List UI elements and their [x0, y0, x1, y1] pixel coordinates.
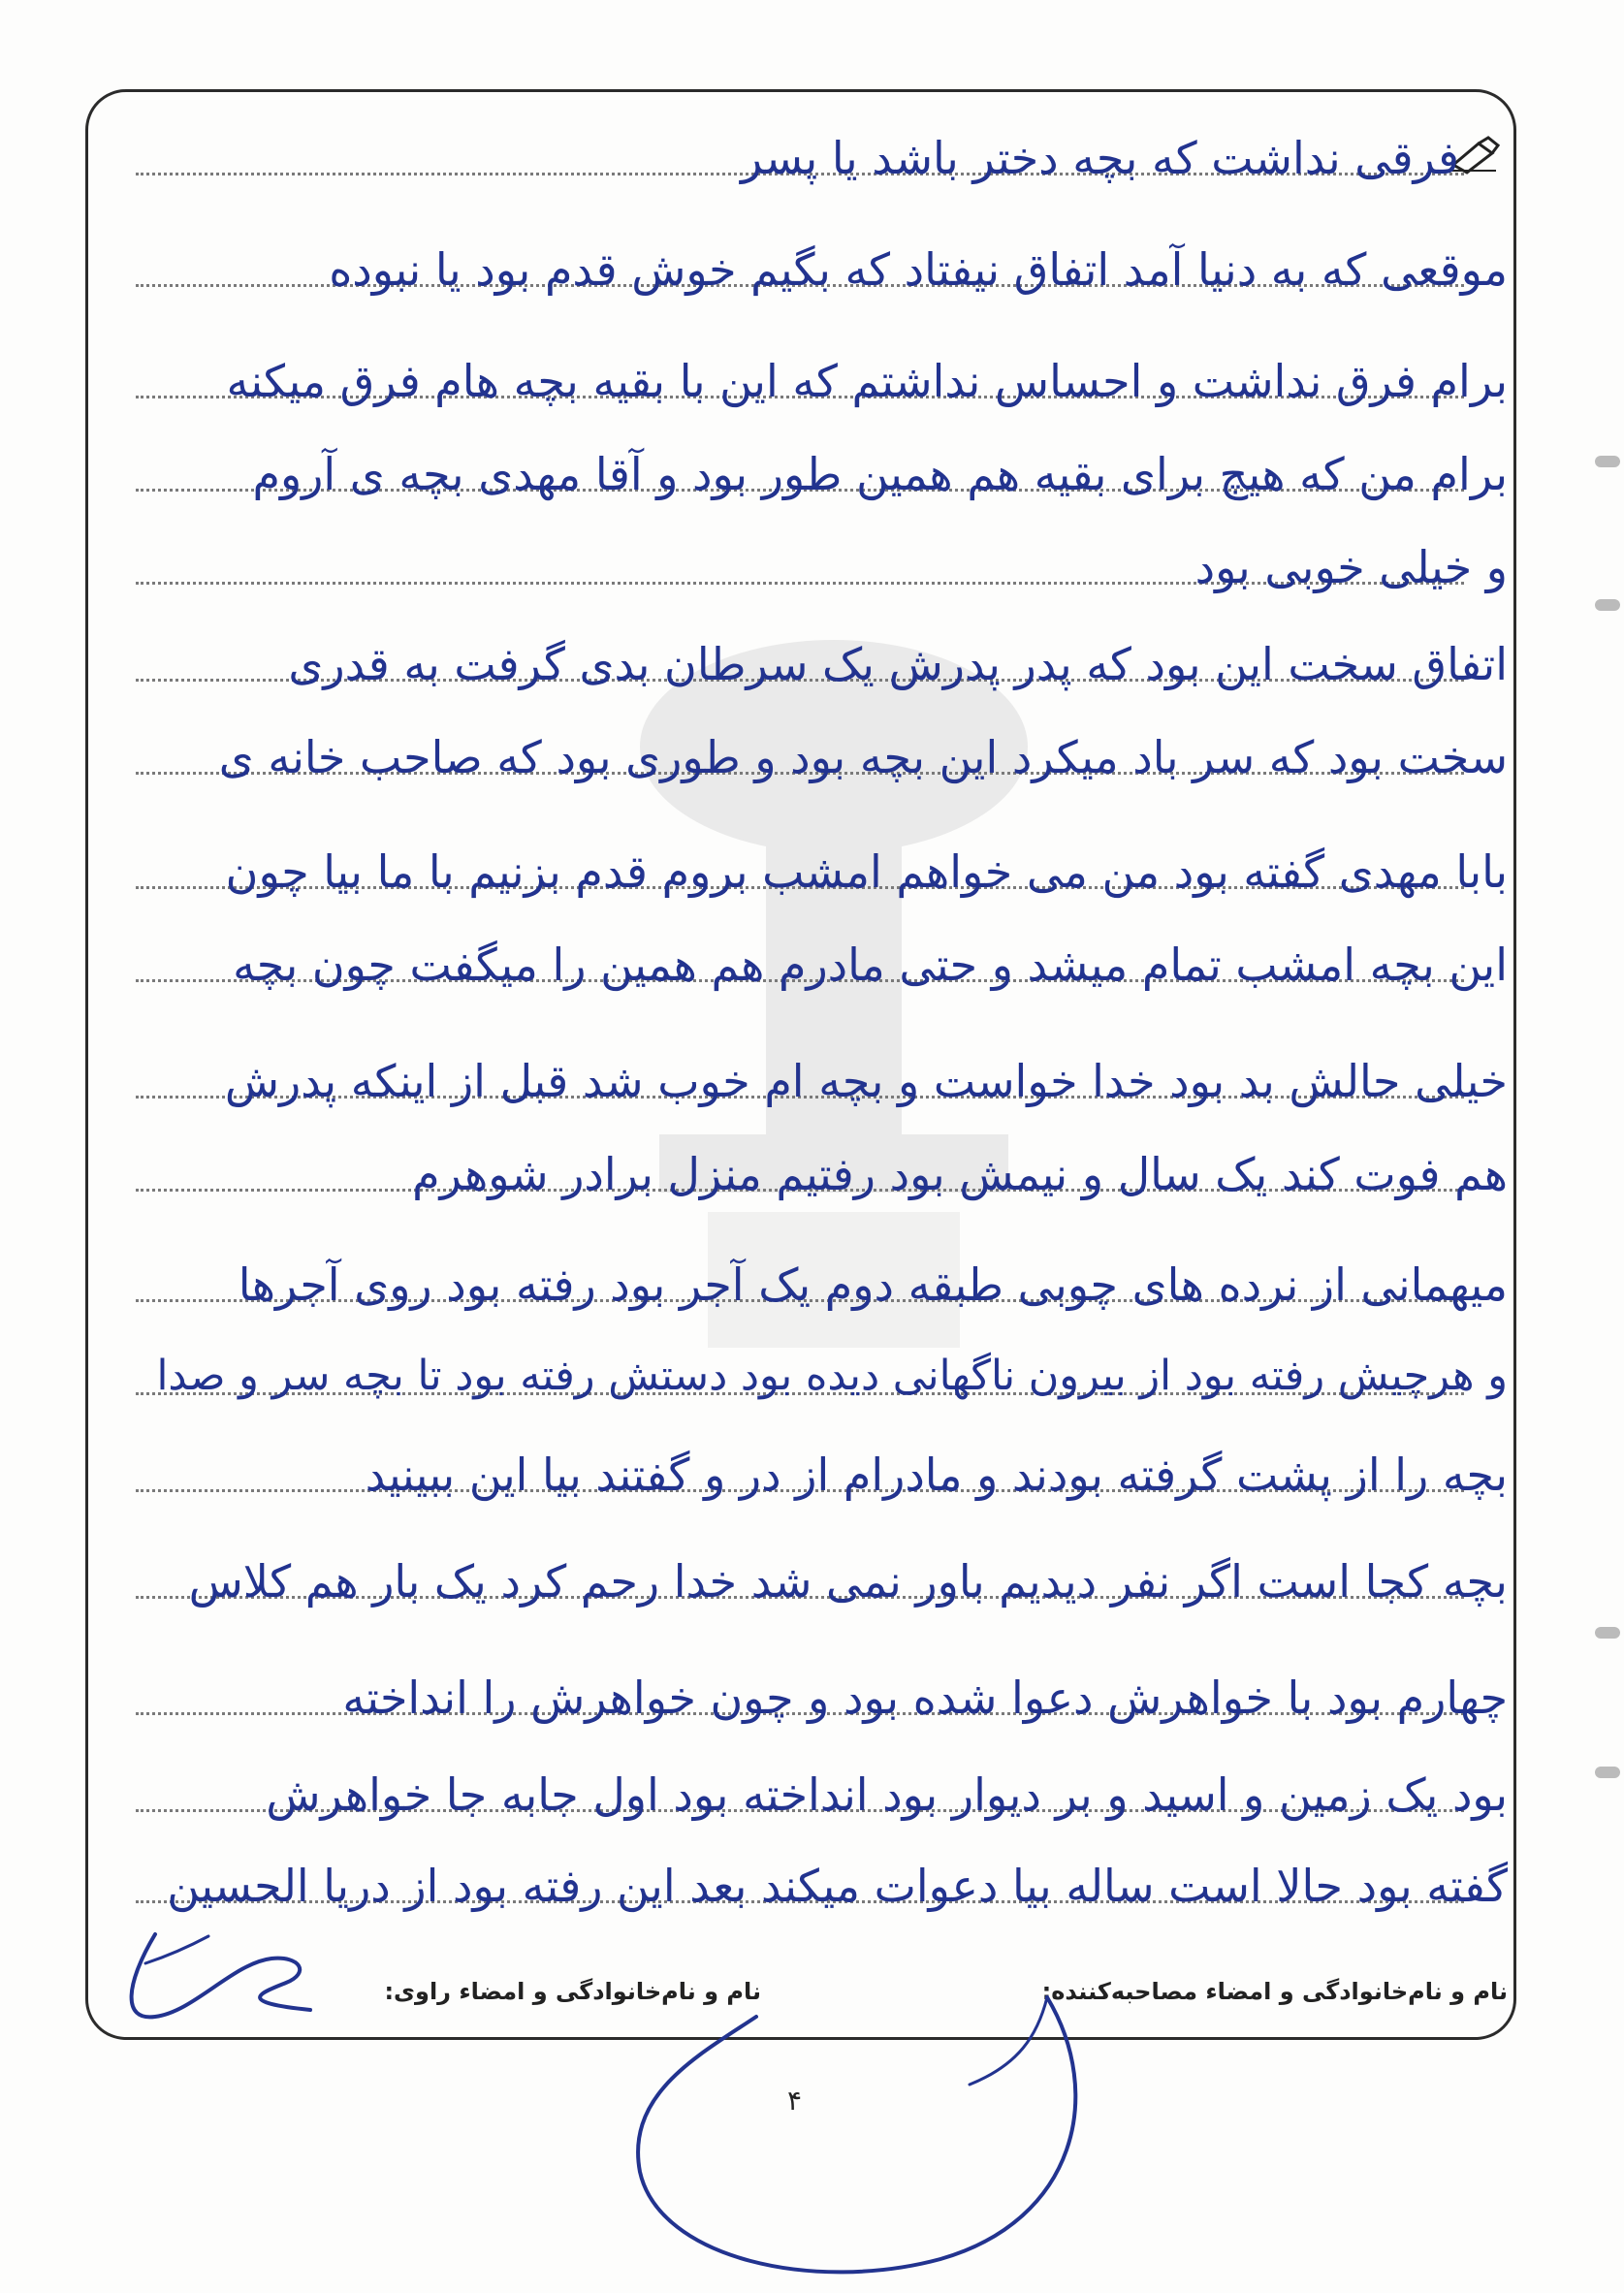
handwritten-line: بابا مهدی گفته بود من می خواهم امشب بروم قدم بزنیم با ما بیا چون [225, 845, 1508, 898]
punch-hole-mark [1595, 599, 1620, 611]
handwritten-line: هم فوت کند یک سال و نیمش بود رفتیم منزل برادر شوهرم [412, 1148, 1508, 1200]
handwritten-line: فرقی نداشت که بچه دختر باشد یا پسر [741, 132, 1459, 184]
stamp-circle [621, 1978, 1105, 2278]
handwritten-line: سخت بود که سر باد میکرد این بچه بود و طوری بود که صاحب خانه ی [218, 731, 1508, 783]
handwritten-line: چهارم بود با خواهرش دعوا شده بود و چون خواهرش را انداخته [342, 1672, 1508, 1724]
handwritten-line: میهمانی از نرده های چوبی طبقه دوم یک آجر بود رفته بود روی آجرها [238, 1258, 1508, 1311]
handwritten-line: و هرچیش رفته بود از بیرون ناگهانی دیده بود دستش رفته بود تا بچه سر و صدا [156, 1352, 1508, 1400]
handwritten-line: برام فرق نداشت و احساس نداشتم که این با بقیه بچه هام فرق میکنه [226, 355, 1508, 407]
handwritten-line: بچه را از پشت گرفته بودند و مادرام از در و گفتند بیا این ببینید [365, 1449, 1508, 1501]
punch-hole-mark [1595, 1627, 1620, 1639]
handwritten-line: خیلی حالش بد بود خدا خواست و بچه ام خوب شد قبل از اینکه پدرش [224, 1055, 1508, 1107]
interviewer-signature-label: نام و نام‌خانوادگی و امضاء مصاحبه‌کننده: [1041, 1978, 1508, 2005]
handwritten-line: بود یک زمین و اسید و بر دیوار بود انداخته بود اول جابه جا خواهرش [266, 1768, 1508, 1821]
punch-hole-mark [1595, 1767, 1620, 1778]
handwritten-line: موقعی که به دنیا آمد اتفاق نیفتاد که بگیم خوش قدم بود یا نبوده [329, 243, 1508, 296]
handwritten-line: اتفاق سخت این بود که پدر پدرش یک سرطان بدی گرفت به قدری [288, 638, 1508, 690]
handwritten-line: این بچه امشب تمام میشد و حتی مادرم هم همین را میگفت چون بچه [233, 939, 1508, 991]
handwritten-line: و خیلی خوبی بود [1194, 541, 1508, 593]
signature-mark [116, 1925, 330, 2031]
narrator-signature-label: نام و نام‌خانوادگی و امضاء راوی: [384, 1978, 761, 2005]
punch-hole-mark [1595, 456, 1620, 467]
handwritten-line: برام من که هیچ برای بقیه هم همین طور بود و آقا مهدی بچه ی آروم [252, 448, 1508, 500]
handwritten-line: گفته بود حالا است ساله بیا دعوات میکند بعد این رفته بود از دریا الحسین [167, 1860, 1508, 1912]
page-number: ۴ [787, 2085, 803, 2117]
handwritten-line: بچه کجا است اگر نفر دیدیم باور نمی شد خدا رحم کرد یک بار هم کلاس [188, 1555, 1508, 1608]
